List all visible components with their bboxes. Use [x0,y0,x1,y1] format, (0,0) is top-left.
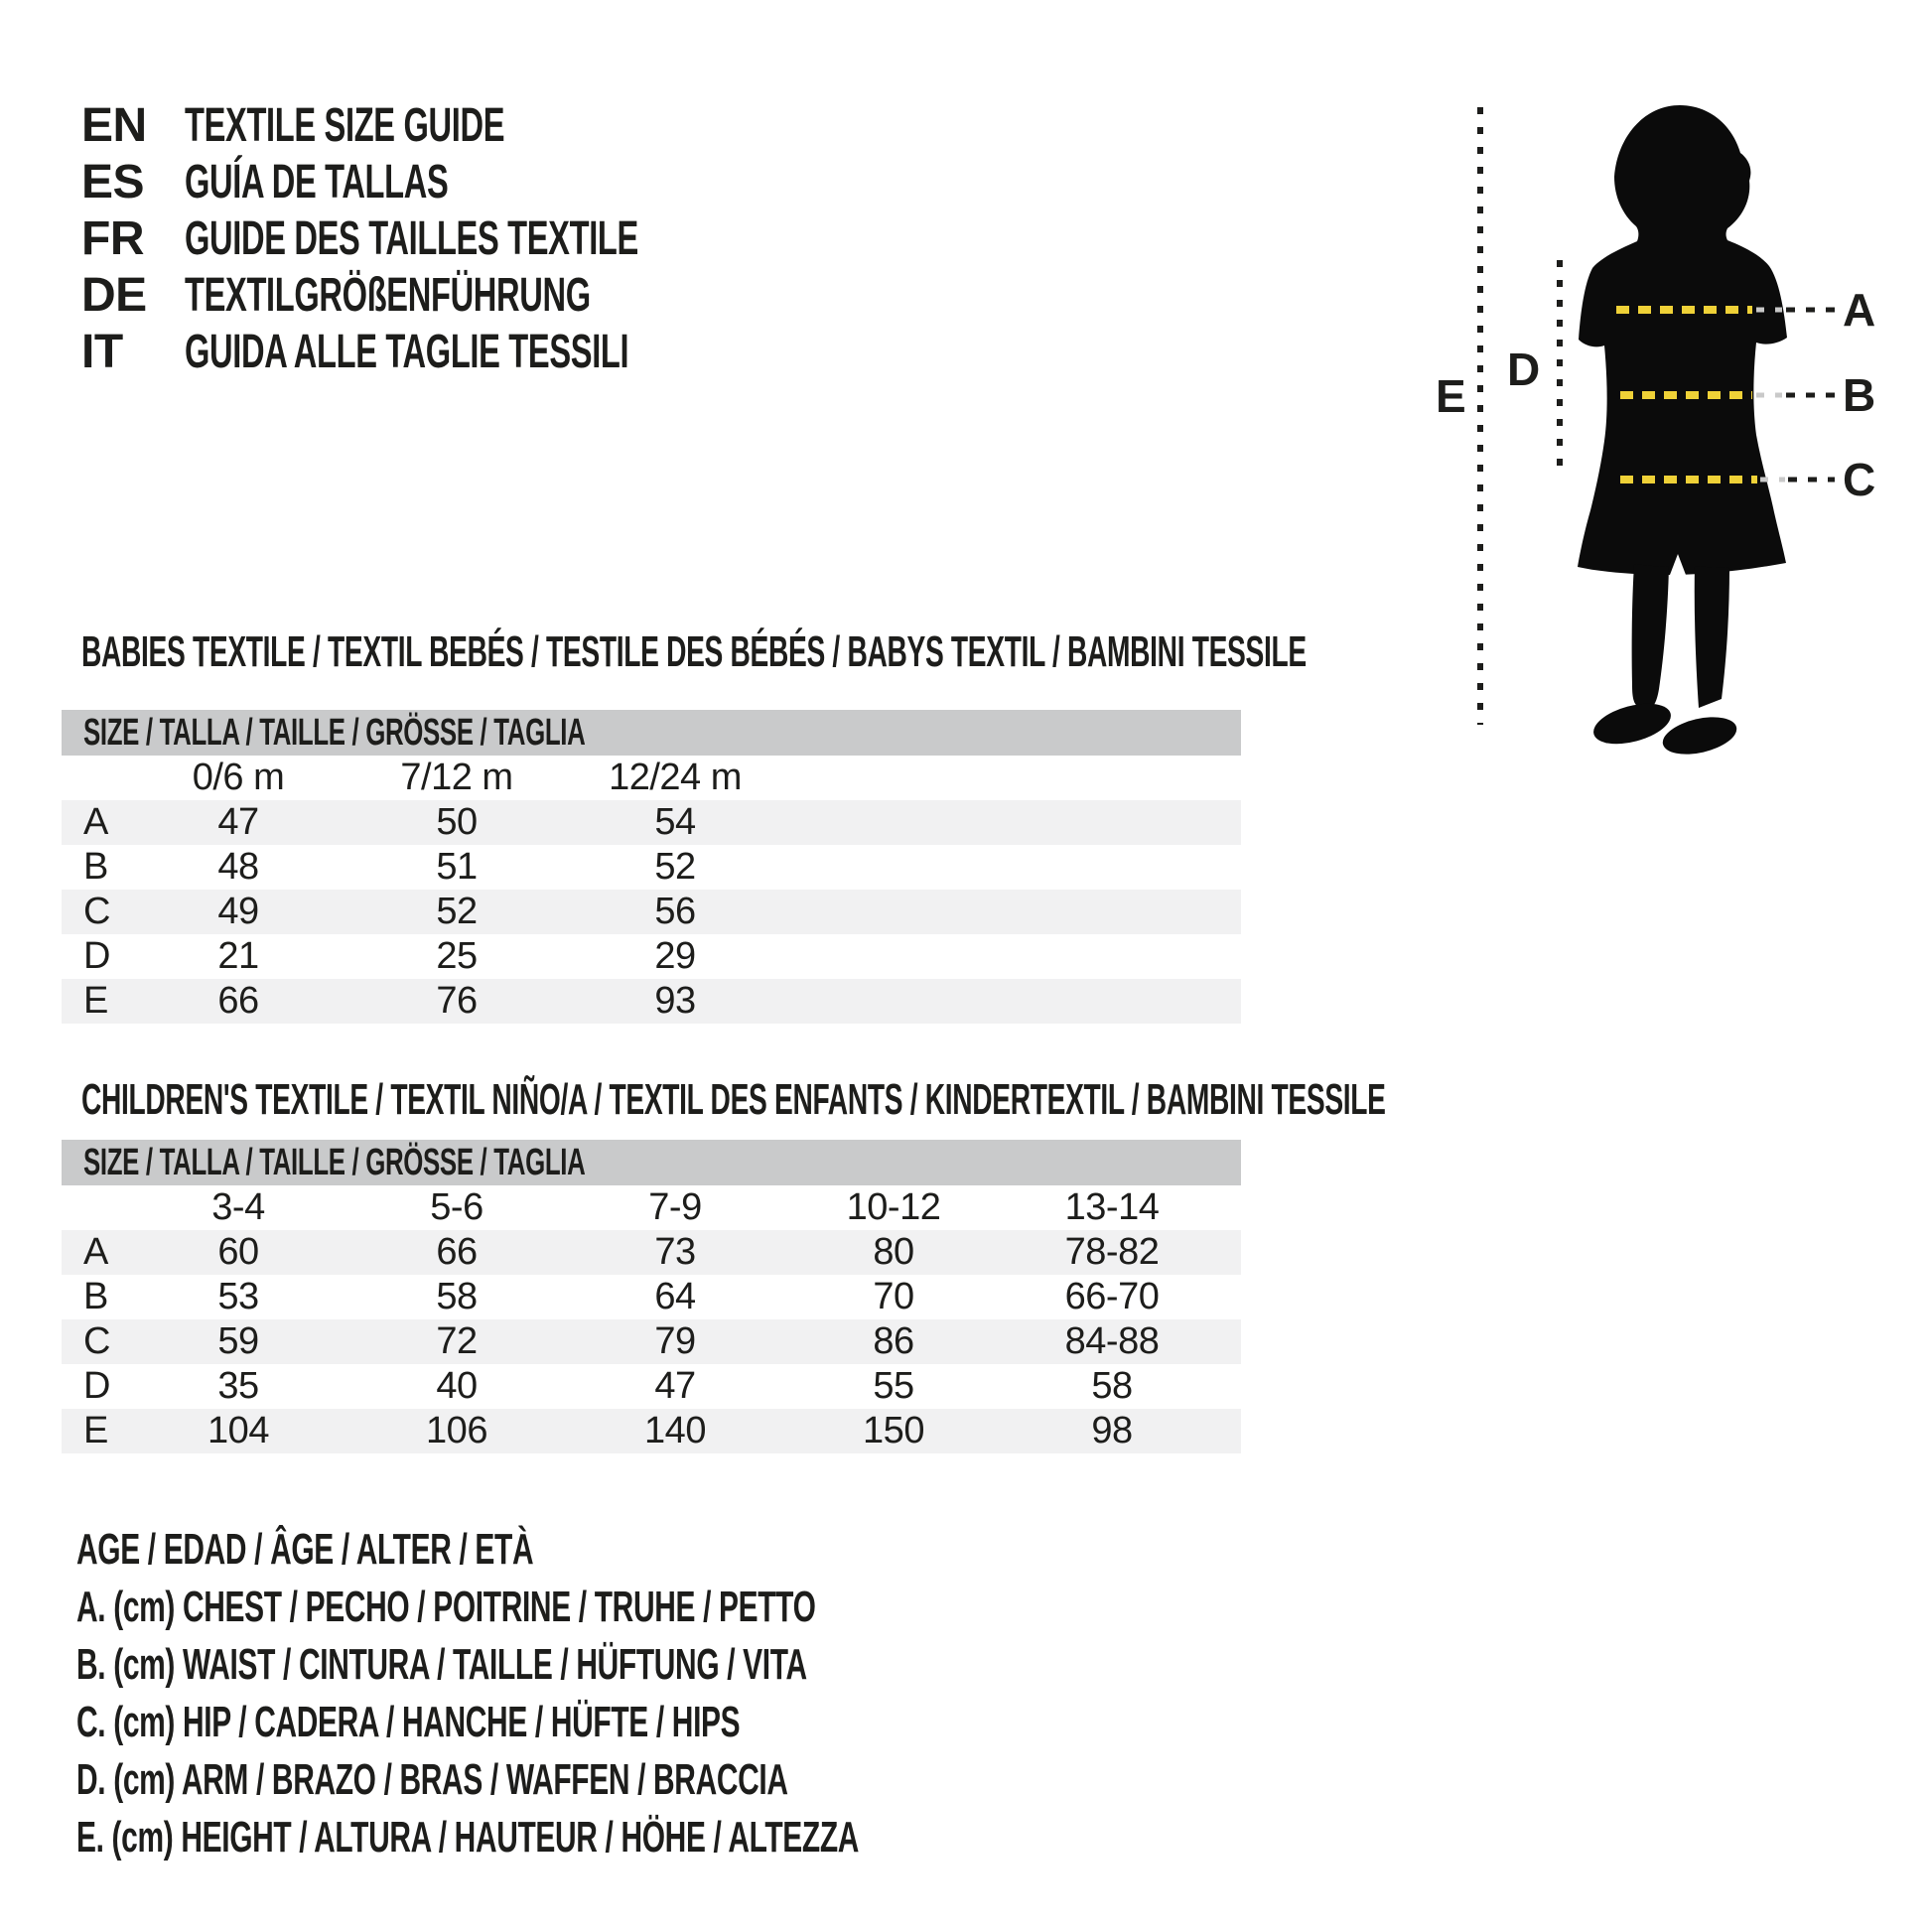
column-header-cell: 13-14 [1064,1186,1160,1228]
measure-label-b: B [1843,369,1876,421]
children-size-table [62,1140,1241,1453]
table-cell: 66 [217,980,259,1022]
legend-line [76,1636,1227,1694]
size-header-text: SIZE / TALLA / TAILLE / GRÖSSE / TAGLIA [83,1141,586,1183]
language-guide-title: GUÍA DE TALLAS [185,156,449,208]
table-cell: 55 [873,1365,914,1407]
measurement-legend [76,1521,1227,1866]
table-cell: 47 [654,1365,696,1407]
table-header-row [62,756,1241,800]
table-row [62,845,1241,890]
table-cell: 84-88 [1064,1320,1160,1362]
row-label-cell: A [83,801,108,843]
language-code: EN [81,99,147,152]
language-code: DE [81,269,147,322]
language-code: IT [81,326,123,378]
table-cell: 86 [873,1320,914,1362]
column-header-cell: 10-12 [846,1186,941,1228]
table-cell: 48 [217,846,259,888]
table-cell: 56 [654,891,696,932]
table-header-row [62,1185,1241,1230]
table-cell: 54 [654,801,696,843]
babies-size-table [62,710,1241,1024]
legend-line [76,1809,1227,1866]
babies-section-title-text: BABIES TEXTILE / TEXTIL BEBÉS / TESTILE DES BÉBÉS / BABYS TEXTIL / BAMBINI TESSILE [81,627,1307,676]
table-cell: 53 [217,1276,259,1317]
language-guide-title: GUIDE DES TAILLES TEXTILE [185,212,638,265]
measure-label-d: D [1507,344,1541,395]
row-label-cell: E [83,1410,108,1451]
table-cell: 35 [217,1365,259,1407]
language-row [81,210,852,267]
table-cell: 29 [654,935,696,977]
legend-line-text: D. (cm) ARM / BRAZO / BRAS / WAFFEN / BRACCIA [76,1755,788,1804]
table-cell: 52 [654,846,696,888]
table-row [62,1364,1241,1409]
language-row [81,267,852,324]
column-header-cell: 0/6 m [192,757,285,798]
legend-line-text: B. (cm) WAIST / CINTURA / TAILLE / HÜFTUNG / VITA [76,1640,807,1689]
table-row [62,1275,1241,1319]
table-row [62,934,1241,979]
table-cell: 79 [654,1320,696,1362]
table-cell: 73 [654,1231,696,1273]
size-header-text: SIZE / TALLA / TAILLE / GRÖSSE / TAGLIA [83,711,586,754]
column-header-cell: 12/24 m [609,757,742,798]
table-row [62,1230,1241,1275]
language-row [81,97,852,154]
column-header-cell: 5-6 [430,1186,483,1228]
legend-line-text: E. (cm) HEIGHT / ALTURA / HAUTEUR / HÖHE / ALTEZZA [76,1813,860,1862]
measure-label-c: C [1843,454,1876,505]
table-cell: 106 [426,1410,487,1451]
table-cell: 50 [436,801,478,843]
language-title-list [81,97,852,380]
table-cell: 93 [654,980,696,1022]
table-cell: 51 [436,846,478,888]
table-row [62,1319,1241,1364]
table-cell: 66 [436,1231,478,1273]
children-section-title [81,1075,1932,1125]
babies-section-title [81,627,1932,677]
table-cell: 58 [1091,1365,1133,1407]
children-section-title-text: CHILDREN'S TEXTILE / TEXTIL NIÑO/A / TEXTIL DES ENFANTS / KINDERTEXTIL / BAMBINI TESSILE [81,1075,1386,1124]
row-label-cell: E [83,980,108,1022]
language-guide-title: TEXTILGRÖßENFÜHRUNG [185,269,591,322]
table-cell: 104 [207,1410,269,1451]
language-row [81,154,852,210]
legend-line [76,1579,1227,1636]
table-cell: 80 [873,1231,914,1273]
table-cell: 21 [217,935,259,977]
language-guide-title: TEXTILE SIZE GUIDE [185,99,505,152]
table-cell: 40 [436,1365,478,1407]
table-cell: 60 [217,1231,259,1273]
table-cell: 58 [436,1276,478,1317]
language-guide-title: GUIDA ALLE TAGLIE TESSILI [185,326,629,378]
column-header-cell: 7-9 [648,1186,702,1228]
size-header-bar [62,1140,1241,1185]
table-cell: 72 [436,1320,478,1362]
table-row [62,979,1241,1024]
table-row [62,890,1241,934]
table-cell: 150 [863,1410,924,1451]
table-cell: 140 [644,1410,706,1451]
column-header-cell: 7/12 m [400,757,513,798]
row-label-cell: D [83,1365,110,1407]
table-cell: 64 [654,1276,696,1317]
legend-line-text: A. (cm) CHEST / PECHO / POITRINE / TRUHE / PETTO [76,1583,816,1631]
table-row [62,800,1241,845]
table-cell: 66-70 [1064,1276,1160,1317]
table-cell: 49 [217,891,259,932]
row-label-cell: C [83,1320,110,1362]
table-cell: 78-82 [1064,1231,1160,1273]
row-label-cell: B [83,846,108,888]
measure-label-a: A [1843,284,1876,336]
row-label-cell: B [83,1276,108,1317]
table-cell: 59 [217,1320,259,1362]
legend-line [76,1521,1227,1579]
size-header-bar [62,710,1241,756]
table-cell: 52 [436,891,478,932]
legend-line [76,1751,1227,1809]
table-cell: 76 [436,980,478,1022]
legend-line-text: AGE / EDAD / ÂGE / ALTER / ETÀ [76,1525,534,1574]
measure-label-e: E [1436,370,1466,422]
legend-line [76,1694,1227,1751]
table-cell: 70 [873,1276,914,1317]
table-cell: 98 [1091,1410,1133,1451]
table-row [62,1409,1241,1453]
column-header-cell: 3-4 [211,1186,265,1228]
row-label-cell: D [83,935,110,977]
table-cell: 25 [436,935,478,977]
row-label-cell: A [83,1231,108,1273]
row-label-cell: C [83,891,110,932]
language-code: FR [81,212,144,265]
legend-line-text: C. (cm) HIP / CADERA / HANCHE / HÜFTE / HIPS [76,1698,741,1746]
language-row [81,324,852,380]
language-code: ES [81,156,145,208]
table-cell: 47 [217,801,259,843]
